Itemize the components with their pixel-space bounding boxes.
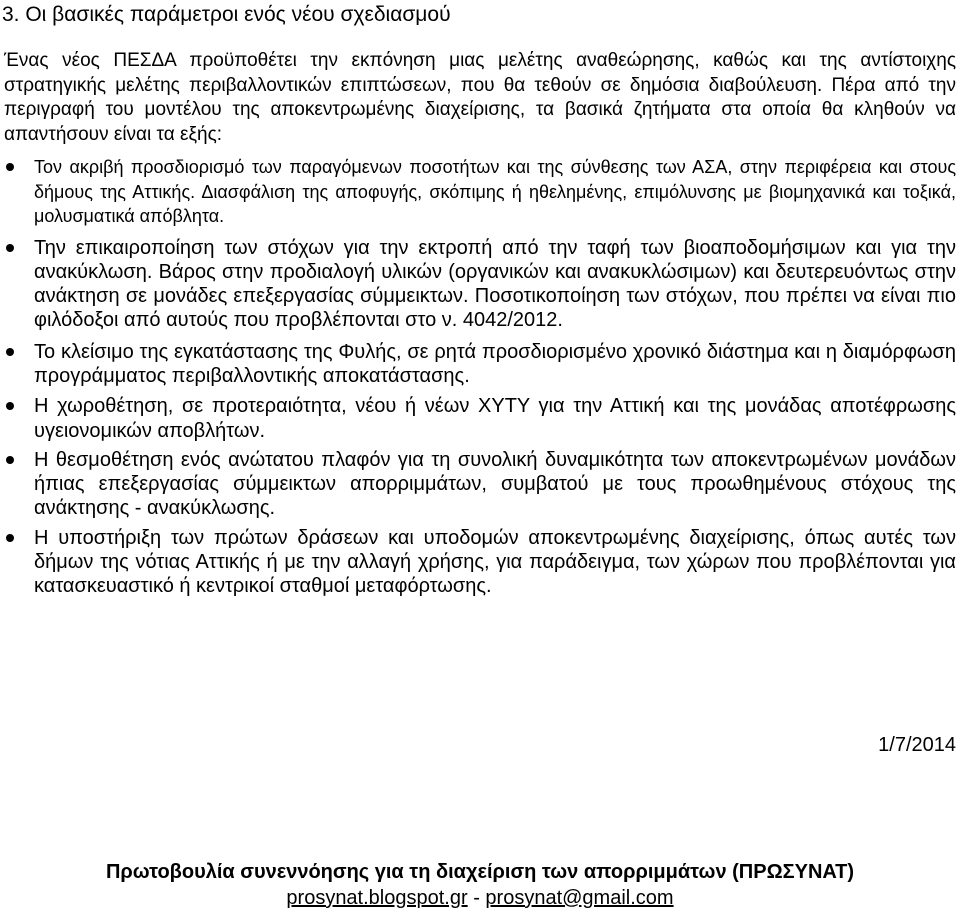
footer-links [0, 886, 960, 910]
list-item [0, 236, 956, 333]
list-item-text: Το κλείσιμο της εγκατάστασης της Φυλής, σε ρητά προσδιορισμένο χρονικό διάστημα και η διαμόρφωση προγράμματος περιβαλλοντικής αποκατάστασης. [34, 340, 956, 387]
bullet-icon [6, 244, 14, 252]
bullet-list [0, 155, 956, 599]
footer-separator: - [467, 887, 486, 909]
email-link[interactable]: prosynat@gmail.com [485, 887, 674, 909]
bullet-icon [6, 534, 14, 542]
list-item-text: Η θεσμοθέτηση ενός ανώτατου πλαφόν για τη συνολική δυναμικότητα των αποκεντρωμένων μονάδων ήπιας επεξεργασίας σύμμεικτων απορριμμάτων, συμβατού με τους προωθημένους στόχους της ανάκτησης - ανακύκλωσης. [34, 448, 956, 520]
list-item-text: Η χωροθέτηση, σε προτεραιότητα, νέου ή νέων ΧΥΤΥ για την Αττική και της μονάδας αποτέφρωσης υγειονομικών αποβλήτων. [34, 395, 956, 442]
list-item [0, 340, 956, 389]
footer-title: Πρωτοβουλία συνεννόησης για τη διαχείριση των απορριμμάτων (ΠΡΩΣΥΝΑΤ) [105, 861, 855, 883]
list-item-text: Τον ακριβή προσδιορισμό των παραγόμενων ποσοτήτων και της σύνθεσης των ΑΣΑ, στην περιφέρεια και στους δήμους της Αττικής. Διασφάλιση της αποφυγής, σκόπιμης ή ηθελημένης, επιμόλυνσης με βιομηχανικά και τοξικά, μολυσματικά απόβλητα. [34, 157, 956, 226]
list-item [0, 526, 956, 599]
bullet-icon [6, 456, 14, 464]
intro-paragraph: Ένας νέος ΠΕΣΔΑ προϋποθέτει την εκπόνηση μιας μελέτης αναθεώρησης, καθώς και της αντίστοιχης στρατηγικής μελέτης περιβαλλοντικών επιπτώσεων, που θα τεθούν σε δημόσια διαβούλευση. Πέρα από την περιγραφή του μοντέλου της αποκεντρωμένης διαχείρισης, τα βασικά ζητήματα στα οποία θα κληθούν να απαντήσουν είναι τα εξής: [4, 50, 956, 145]
bullet-icon [6, 163, 14, 171]
section-heading: 3. Οι βασικές παράμετροι ενός νέου σχεδιασμού [2, 3, 451, 26]
list-item [0, 155, 956, 229]
bullet-icon [6, 402, 14, 410]
document-date: 1/7/2014 [878, 734, 956, 756]
list-item [0, 448, 956, 521]
list-item-text: Την επικαιροποίηση των στόχων για την εκτροπή από την ταφή των βιοαποδομήσιμων και για την ανακύκλωση. Βάρος στην προδιαλογή υλικών (οργανικών και ανακυκλώσιμων) και δευτερευόντως στην ανάκτηση σε μονάδες επεξεργασίας σύμμεικτων. Ποσοτικοποίηση των στόχων, που πρέπει να είναι πιο φιλόδοξοι από αυτούς που προβλέπονται στο ν. 4042/2012. [34, 236, 956, 332]
list-item-text: Η υποστήριξη των πρώτων δράσεων και υποδομών αποκεντρωμένης διαχείρισης, όπως αυτές των δήμων της νότιας Αττικής ή με την αλλαγή χρήσης, για παράδειγμα, των χώρων που προβλέπονται για κατασκευαστικό ή κεντρικοί σταθμοί μεταφόρτωσης. [34, 526, 956, 598]
list-item [0, 394, 956, 443]
blog-link[interactable]: prosynat.blogspot.gr [286, 887, 468, 909]
bullet-icon [6, 348, 14, 356]
